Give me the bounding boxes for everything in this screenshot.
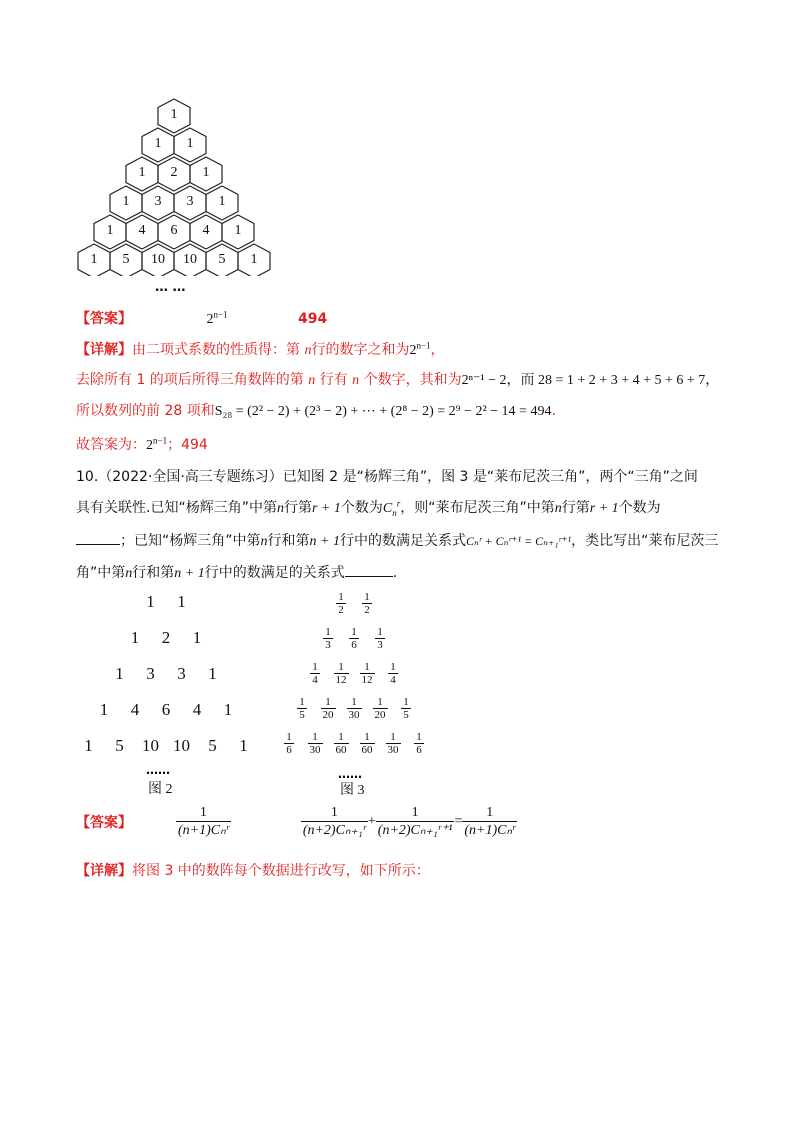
leibniz-entry: $\frac{1}{3}$ bbox=[377, 626, 383, 651]
answer-power: $2^{n-1}$ bbox=[206, 309, 228, 327]
question-10-line-3: ；已知“杨辉三角”中第n行和第n + 1行中的数满足关系式Cₙʳ + Cₙʳ⁺¹ = Cₙ₊₁ʳ⁺¹，类比写出“莱布尼茨三 bbox=[76, 530, 718, 550]
answer-value: 494 bbox=[297, 311, 328, 327]
pascal-entry: 4 bbox=[130, 700, 140, 719]
blank-2 bbox=[345, 576, 393, 577]
answer-fraction-4: $\frac{1}{\text{(n+1)Cₙʳ}}$ bbox=[464, 805, 516, 838]
hexagon-number: 10 bbox=[151, 252, 165, 267]
fig2-dots: …… bbox=[146, 763, 170, 777]
pascal-entry: 1 bbox=[223, 700, 233, 719]
pascal-entry: 1 bbox=[192, 628, 202, 647]
hexagon-number: 1 bbox=[218, 194, 226, 209]
hexagon-number: 3 bbox=[186, 194, 194, 209]
answer-fraction-2: $\frac{1}{\text{(n+2)Cₙ₊₁ʳ}}$ bbox=[302, 805, 366, 838]
hexagon-number: 1 bbox=[106, 223, 114, 238]
leibniz-entry: $\frac{1}{2}$ bbox=[364, 591, 370, 616]
answer-2: 【答案】 $\frac{1}{\text{(n+1)Cₙʳ}}$ $\frac{1}{\text{(n+2)Cₙ₊₁ʳ}}$ + $\frac{1}{\text{(n+2)Cₙ₊₁ʳ⁺¹}}$ = $\frac{1}{\text{(n+1)Cₙʳ}}$ bbox=[76, 805, 516, 838]
pascal-entry: 1 bbox=[208, 664, 217, 683]
hexagon-number: 1 bbox=[138, 165, 146, 180]
question-10-line-2: 具有关联性.已知“杨辉三角”中第n行第r + 1个数为$C_n^r$，则“莱布尼茨三角”中第n行第r + 1个数为 bbox=[76, 498, 661, 518]
pascal-entry: 1 bbox=[177, 592, 186, 611]
leibniz-entry: $\frac{1}{6}$ bbox=[416, 731, 422, 756]
leibniz-entry: $\frac{1}{5}$ bbox=[299, 696, 305, 721]
leibniz-entry: $\frac{1}{5}$ bbox=[403, 696, 409, 721]
hexagon-number: 1 bbox=[234, 223, 242, 238]
fig3-dots: …… bbox=[338, 767, 362, 781]
pascal-entry: 1 bbox=[115, 664, 124, 683]
pascal-entry: 5 bbox=[115, 736, 124, 755]
hexagon-number: 10 bbox=[183, 252, 197, 267]
leibniz-entry: $\frac{1}{30}$ bbox=[348, 696, 360, 721]
leibniz-entry: $\frac{1}{6}$ bbox=[351, 626, 357, 651]
leibniz-entry: $\frac{1}{12}$ bbox=[335, 661, 347, 686]
leibniz-entry: $\frac{1}{20}$ bbox=[322, 696, 334, 721]
leibniz-entry: $\frac{1}{3}$ bbox=[325, 626, 331, 651]
hexagon-number: 5 bbox=[122, 252, 130, 267]
hexagon-number: 1 bbox=[90, 252, 98, 267]
detail-1-line-3: 所以数列的前 28 项和S₂₈ = (2² − 2) + (2³ − 2) + ⋯ + (2⁸ − 2) = 2⁹ − 2² − 14 = 494. bbox=[76, 403, 556, 419]
hexagon-number: 5 bbox=[218, 252, 226, 267]
pascal-entry: 1 bbox=[84, 736, 93, 755]
leibniz-entry: $\frac{1}{20}$ bbox=[374, 696, 386, 721]
pascal-entry: 1 bbox=[130, 628, 140, 647]
pascal-entry: 10 bbox=[173, 736, 190, 755]
leibniz-entry: $\frac{1}{2}$ bbox=[338, 591, 344, 616]
question-10-line-1: 10.（2022·全国·高三专题练习）已知图 2 是“杨辉三角”，图 3 是“莱布尼茨三角”，两个“三角”之间 bbox=[76, 469, 698, 485]
pascal-entry: 6 bbox=[161, 700, 171, 719]
answer-fraction-1: $\frac{1}{\text{(n+1)Cₙʳ}}$ bbox=[178, 805, 229, 838]
blank-1 bbox=[76, 544, 120, 545]
pascal-entry: 5 bbox=[208, 736, 217, 755]
answer-tag: 【答案】 bbox=[76, 815, 132, 831]
hexagon-number: 4 bbox=[202, 223, 210, 238]
pascal-entry: 4 bbox=[192, 700, 202, 719]
leibniz-entry: $\frac{1}{12}$ bbox=[361, 661, 373, 686]
hexagon-number: 2 bbox=[170, 165, 178, 180]
hex-ellipsis: … … bbox=[155, 280, 186, 295]
leibniz-entry: $\frac{1}{6}$ bbox=[286, 731, 292, 756]
detail-1-line-1: 【详解】由二项式系数的性质得：第 n行的数字之和为$2^{n-1}$， bbox=[76, 340, 445, 358]
pascal-entry: 1 bbox=[146, 592, 155, 611]
leibniz-entry: $\frac{1}{30}$ bbox=[309, 731, 321, 756]
answer-tag: 【答案】 bbox=[76, 311, 132, 327]
pascal-entry: 1 bbox=[99, 700, 109, 719]
leibniz-entry: $\frac{1}{60}$ bbox=[335, 731, 347, 756]
pascal-entry: 3 bbox=[146, 664, 155, 683]
hexagon-number: 6 bbox=[170, 223, 178, 238]
hexagon-number: 1 bbox=[122, 194, 130, 209]
hexagon-number: 1 bbox=[202, 165, 210, 180]
detail-2: 【详解】将图 3 中的数阵每个数据进行改写，如下所示： bbox=[76, 863, 430, 879]
hexagon-number: 4 bbox=[138, 223, 146, 238]
hexagon-number: 1 bbox=[186, 136, 194, 151]
hexagon-number: 1 bbox=[250, 252, 258, 267]
detail-1-line-2: 去除所有 1 的项后所得三角数阵的第 n 行有 n 个数字，其和为2ⁿ⁻¹ − 2，而 28 = 1 + 2 + 3 + 4 + 5 + 6 + 7， bbox=[76, 372, 720, 388]
fig3-caption: 图 3 bbox=[340, 783, 365, 798]
leibniz-entry: $\frac{1}{60}$ bbox=[361, 731, 373, 756]
question-10-line-4: 角”中第n行和第n + 1行中的数满足的关系式 . bbox=[76, 565, 398, 581]
hexagon-number-triangle bbox=[70, 96, 275, 276]
fig2-caption: 图 2 bbox=[148, 782, 173, 797]
hexagon-number: 1 bbox=[154, 136, 162, 151]
leibniz-entry: $\frac{1}{30}$ bbox=[387, 731, 399, 756]
pascal-entry: 3 bbox=[177, 664, 186, 683]
answer-1 bbox=[76, 308, 327, 328]
pascal-entry: 10 bbox=[142, 736, 159, 755]
answer-fraction-3: $\frac{1}{\text{(n+2)Cₙ₊₁ʳ⁺¹}}$ bbox=[377, 805, 453, 838]
hexagon-number: 1 bbox=[170, 107, 178, 122]
leibniz-entry: $\frac{1}{4}$ bbox=[390, 661, 396, 686]
pascal-entry: 2 bbox=[161, 628, 171, 647]
hexagon-number: 3 bbox=[154, 194, 162, 209]
detail-1-line-4: 故答案为：$2^{n-1}$；494 bbox=[76, 435, 208, 453]
pascal-entry: 1 bbox=[239, 736, 248, 755]
leibniz-entry: $\frac{1}{4}$ bbox=[312, 661, 318, 686]
